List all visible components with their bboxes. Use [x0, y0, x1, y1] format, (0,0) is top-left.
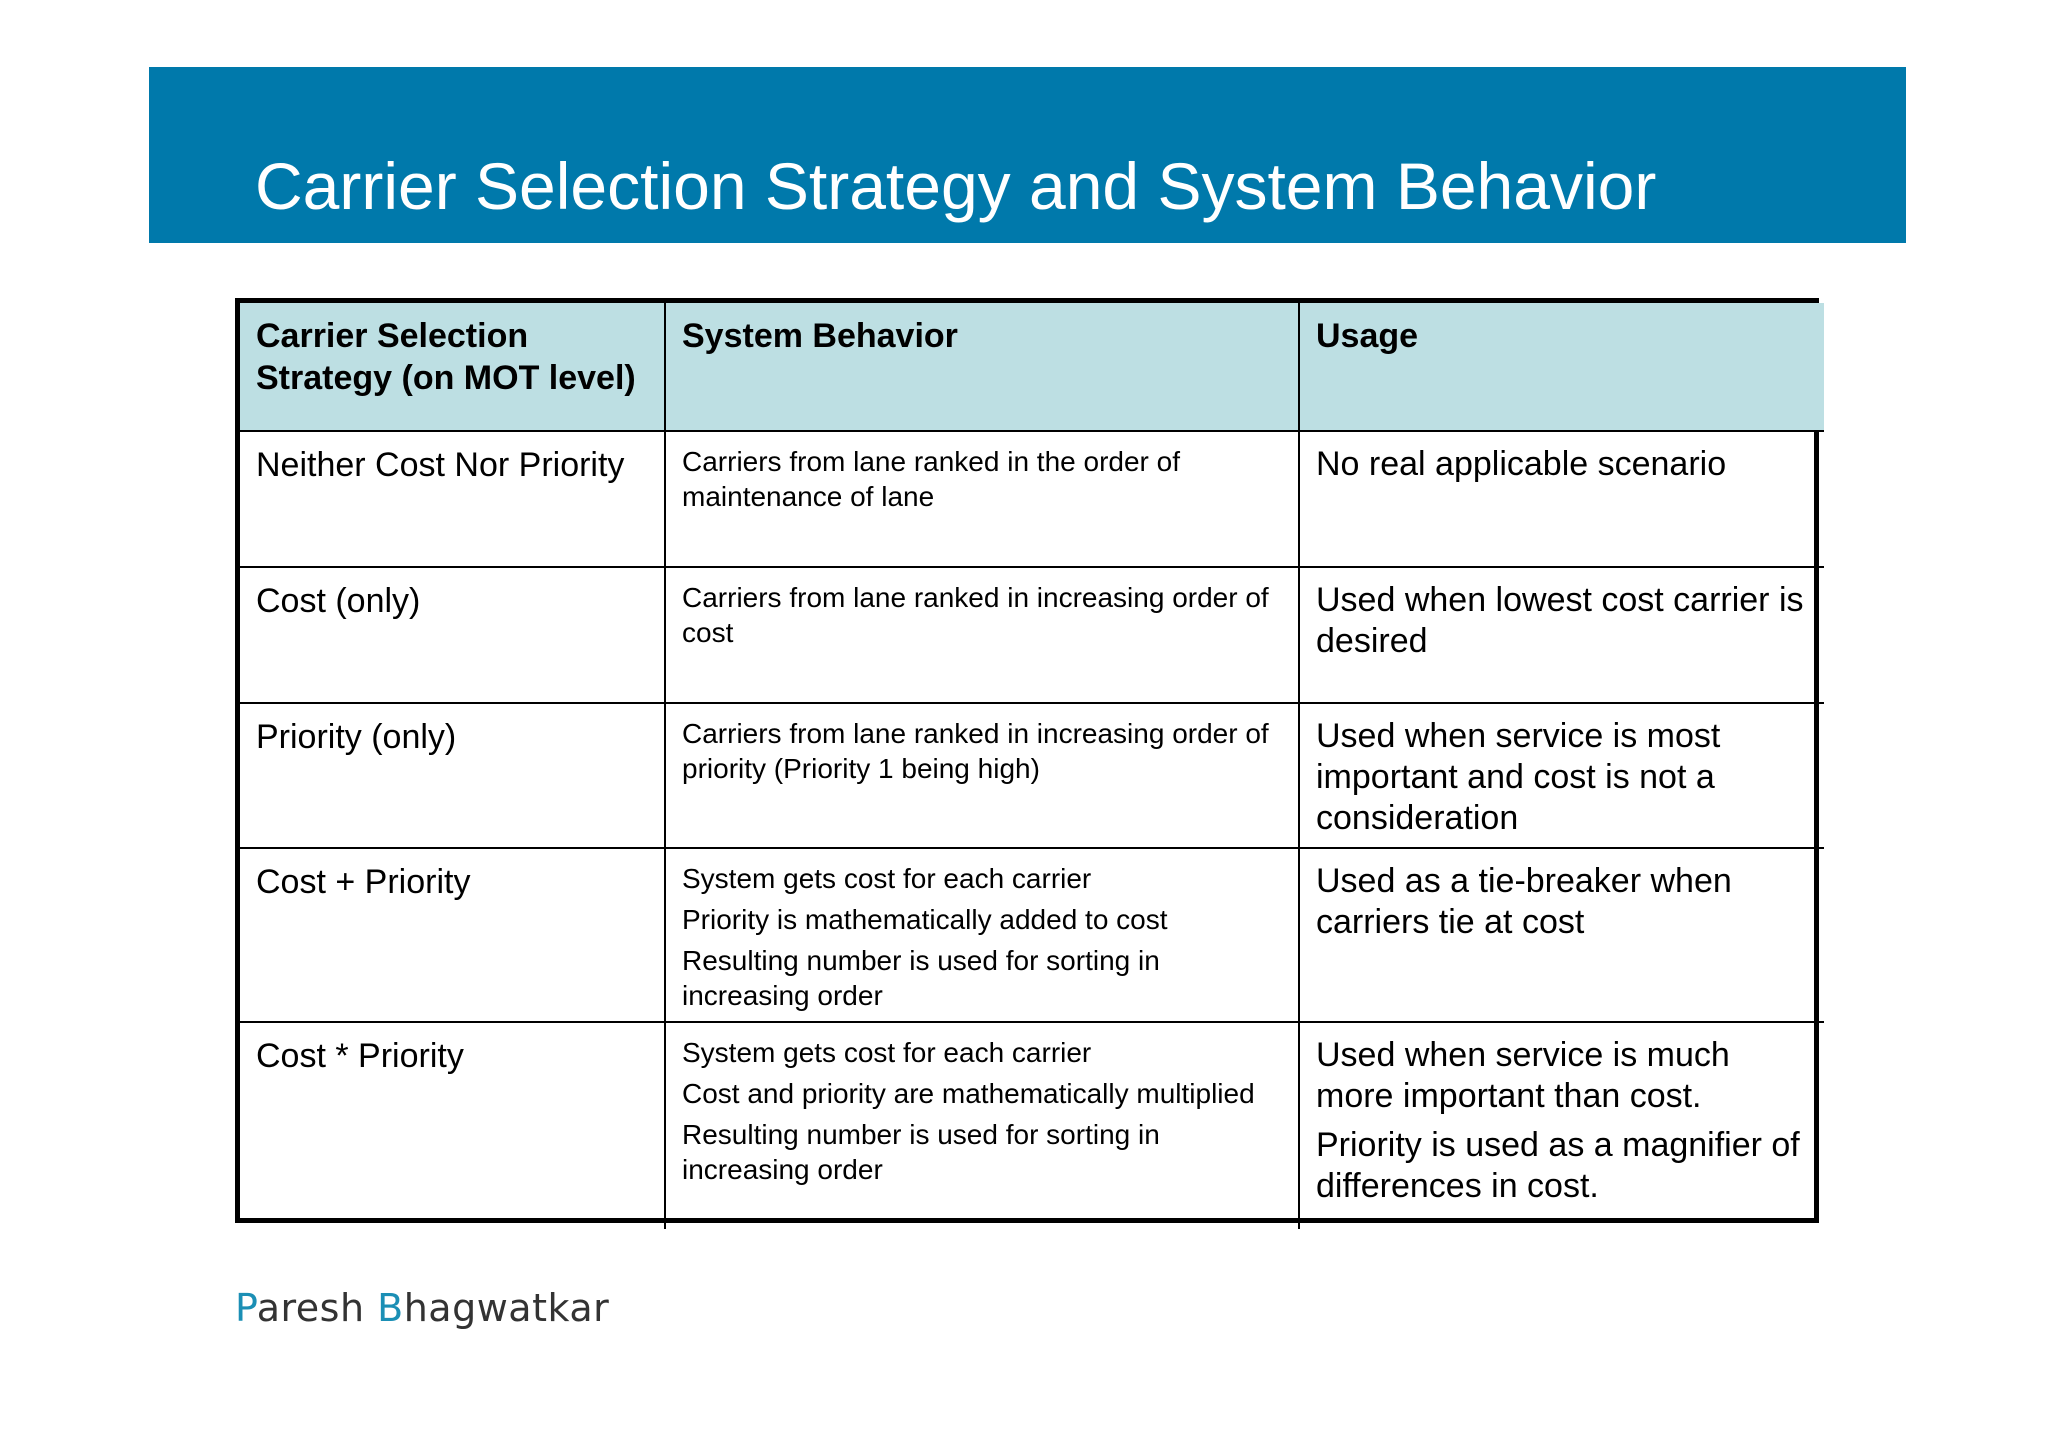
usage-line: Priority is used as a magnifier of differences in cost. [1316, 1126, 1800, 1205]
table-row [240, 1022, 1824, 1229]
header-behavior: System Behavior [665, 303, 1299, 431]
strategy-table [240, 303, 1824, 1229]
usage-line: Used when lowest cost carrier is desired [1316, 581, 1804, 660]
usage-cell [1299, 1022, 1824, 1229]
behavior-line: Resulting number is used for sorting in increasing order [682, 1119, 1160, 1185]
usage-line: Used when service is much more important than cost. [1316, 1036, 1730, 1115]
behavior-line: System gets cost for each carrier [682, 1037, 1092, 1068]
logo-initial-last: B [377, 1286, 404, 1330]
behavior-cell [665, 848, 1299, 1022]
behavior-cell [665, 567, 1299, 703]
table-row [240, 703, 1824, 848]
behavior-line: Carriers from lane ranked in increasing order of cost [682, 582, 1269, 648]
behavior-cell [665, 703, 1299, 848]
table-row [240, 848, 1824, 1022]
usage-cell [1299, 431, 1824, 567]
usage-cell [1299, 703, 1824, 848]
behavior-cell [665, 431, 1299, 567]
strategy-cell: Neither Cost Nor Priority [240, 431, 665, 567]
behavior-line: Carriers from lane ranked in the order of maintenance of lane [682, 446, 1180, 512]
slide-title: Carrier Selection Strategy and System Behavior [255, 149, 1657, 223]
usage-line: Used when service is most important and cost is not a consideration [1316, 717, 1721, 837]
strategy-cell: Cost + Priority [240, 848, 665, 1022]
title-bar [149, 67, 1906, 243]
table-row [240, 567, 1824, 703]
strategy-cell: Priority (only) [240, 703, 665, 848]
behavior-cell [665, 1022, 1299, 1229]
logo-initial-first: P [235, 1286, 257, 1330]
usage-line: Used as a tie-breaker when carriers tie at cost [1316, 862, 1732, 941]
strategy-table-frame [235, 298, 1819, 1223]
header-usage: Usage [1299, 303, 1824, 431]
strategy-cell: Cost * Priority [240, 1022, 665, 1229]
strategy-cell: Cost (only) [240, 567, 665, 703]
author-logo [235, 1285, 609, 1331]
logo-last-rest: hagwatkar [403, 1286, 610, 1330]
behavior-line: Cost and priority are mathematically multiplied [682, 1078, 1255, 1109]
table-header-row [240, 303, 1824, 431]
table-row [240, 431, 1824, 567]
behavior-line: Priority is mathematically added to cost [682, 904, 1168, 935]
logo-first-rest: aresh [256, 1286, 378, 1330]
behavior-line: Resulting number is used for sorting in increasing order [682, 945, 1160, 1011]
usage-cell [1299, 567, 1824, 703]
behavior-line: Carriers from lane ranked in increasing order of priority (Priority 1 being high) [682, 718, 1269, 784]
usage-line: No real applicable scenario [1316, 445, 1727, 483]
usage-cell [1299, 848, 1824, 1022]
behavior-line: System gets cost for each carrier [682, 863, 1092, 894]
header-strategy: Carrier Selection Strategy (on MOT level) [240, 303, 665, 431]
